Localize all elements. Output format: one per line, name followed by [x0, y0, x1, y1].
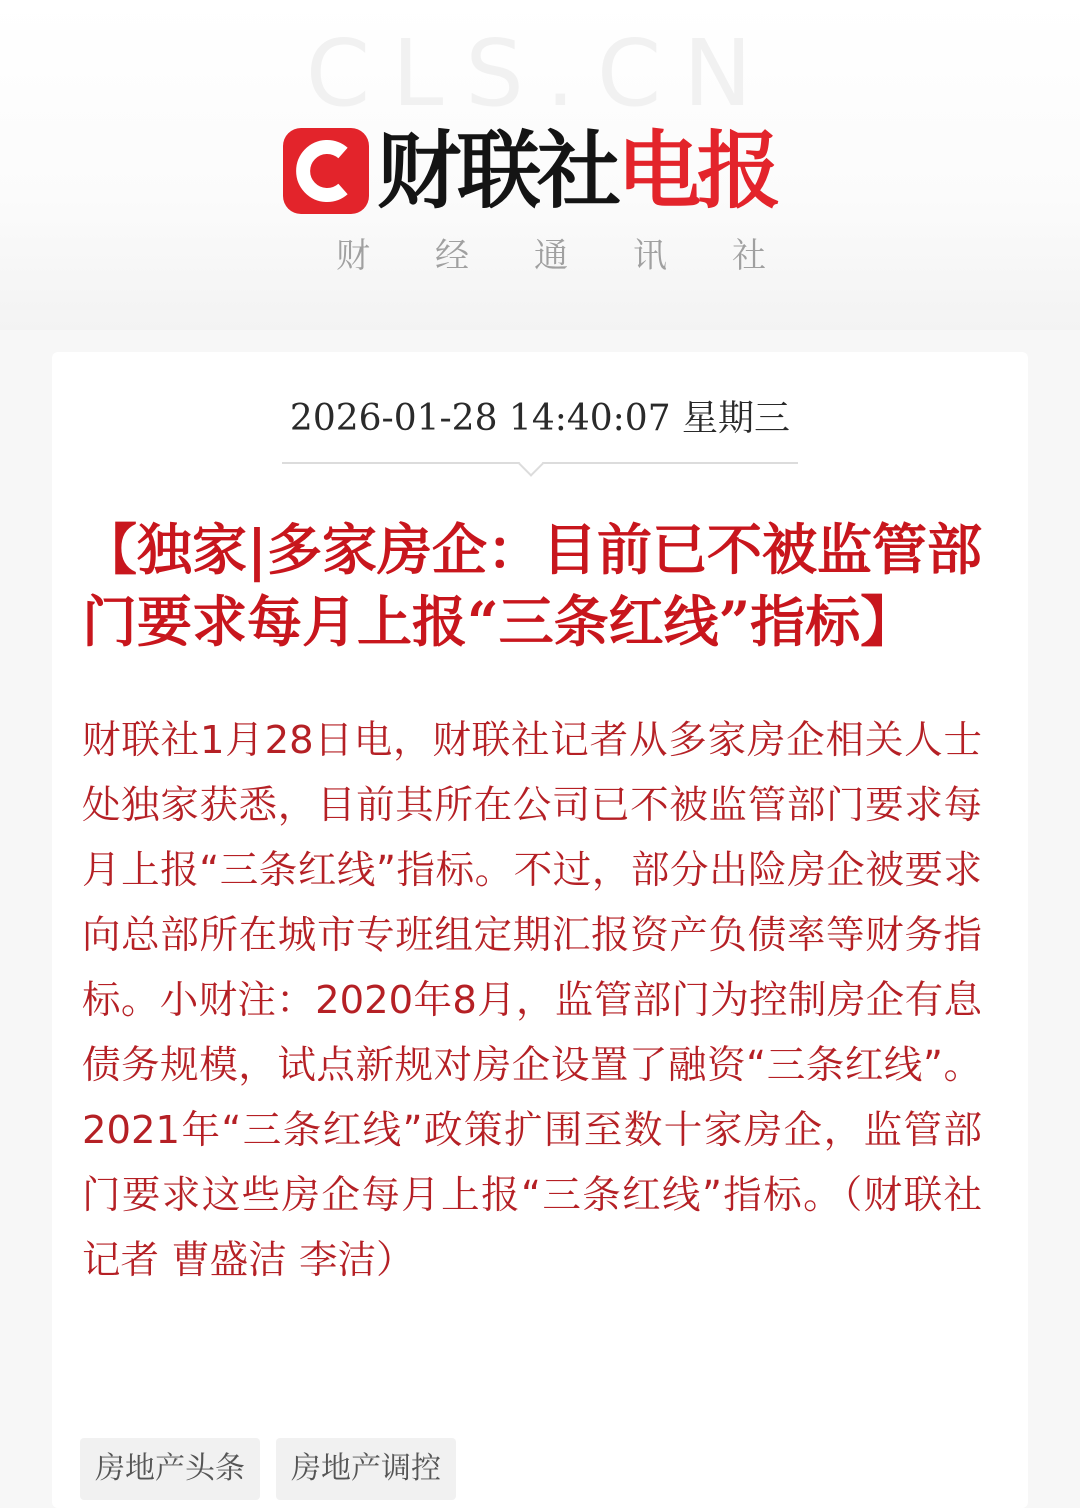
tag-real-estate-headlines[interactable]: 房地产头条: [80, 1438, 260, 1500]
watermark-text: CLS.CN: [305, 20, 775, 127]
tagline-char: 社: [732, 236, 766, 276]
article-headline: 【独家|多家房企：目前已不被监管部门要求每月上报“三条红线”指标】: [82, 517, 983, 654]
tagline-char: 通: [534, 236, 568, 276]
brand-logo: [283, 123, 777, 219]
tagline-char: 财: [336, 236, 370, 276]
tagline-char: 讯: [633, 236, 667, 276]
tagline-char: 经: [435, 236, 469, 276]
article-datetime: 2026-01-28 14:40:07 星期三: [289, 398, 791, 439]
tagline: [336, 228, 766, 277]
tag-real-estate-regulation[interactable]: 房地产调控: [276, 1438, 456, 1500]
brand-name: 财联社: [377, 122, 618, 220]
tag-list: [80, 1438, 456, 1500]
brand-sub-name: 电报: [617, 122, 778, 220]
cls-logo-icon: [283, 128, 369, 214]
article-body: 财联社1月28日电，财联社记者从多家房企相关人士处独家获悉，目前其所在公司已不被监管部门要求每月上报“三条红线”指标。不过，部分出险房企被要求向总部所在城市专班组定期汇报资产负债率等财务指标。小财注：2020年8月，监管部门为控制房企有息债务规模，试点新规对房企设置了融资“三条红线”。2021年“三条红线”政策扩围至数十家房企，监管部门要求这些房企每月上报“三条红线”指标。（财联社记者 曹盛洁 李洁）: [82, 718, 982, 1283]
header-banner: [0, 0, 1080, 330]
